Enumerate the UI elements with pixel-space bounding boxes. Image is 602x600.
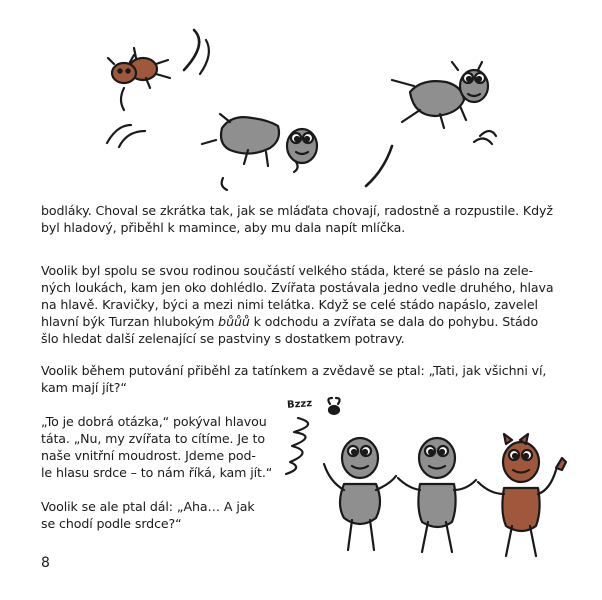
text-line: táta. „Nu, my zvířata to cítíme. Je to (41, 431, 265, 446)
text-line: se chodí podle srdce?“ (41, 516, 182, 531)
emphasis-text: bůůů (218, 314, 250, 329)
three-dancing-animals-icon (324, 434, 566, 556)
text-line: Voolik se ale ptal dál: „Aha… A jak (41, 499, 255, 514)
text-line: hlavní býk Turzan hlubokým bůůů k odchodu a zvířata se dala do pohybu. Stádo (41, 314, 539, 329)
text-line: Voolik byl spolu se svou rodinou součástí velkého stáda, které se páslo na zele- (41, 263, 533, 278)
text-line: „To je dobrá otázka,“ pokýval hlavou (41, 414, 267, 429)
text-line: ných loukách, kam jen oko dohlédlo. Zvířata postávala jedno vedle druhého, hlava (41, 280, 554, 295)
text-line: šlo hledat další zelenající se pastviny s dostatkem potravy. (41, 331, 405, 346)
page-number: 8 (41, 555, 50, 571)
text-line: Voolik během putování přiběhl za tatínkem a zvědavě se ptal: „Tati, jak všichni ví, (41, 363, 547, 378)
text-line: byl hladový, přiběhl k mamince, aby mu dala napít mlíčka. (41, 220, 406, 235)
text-line: naše vnitřní moudrost. Jdeme pod- (41, 448, 256, 463)
paragraph-5 (41, 498, 273, 532)
flying-gray-cow-icon (202, 114, 392, 186)
bee-sound-text: Bzzz (286, 398, 313, 411)
paragraph-1 (41, 202, 567, 236)
paragraph-3 (41, 362, 567, 396)
flying-brown-calf-icon (108, 30, 209, 110)
paragraph-2 (41, 262, 567, 347)
text-line: le hlasu srdce – to nám říká, kam jít.“ (41, 465, 273, 480)
paragraph-4 (41, 413, 273, 481)
running-gray-cow-icon (392, 62, 496, 144)
text-line: kam mají jít?“ (41, 380, 127, 395)
text-line: bodláky. Choval se zkrátka tak, jak se mláďata chovají, radostně a rozpustile. Když (41, 203, 553, 218)
text-line: na hlavě. Kravičky, býci a mezi nimi telátka. Když se celé stádo napáslo, zavelel (41, 297, 538, 312)
